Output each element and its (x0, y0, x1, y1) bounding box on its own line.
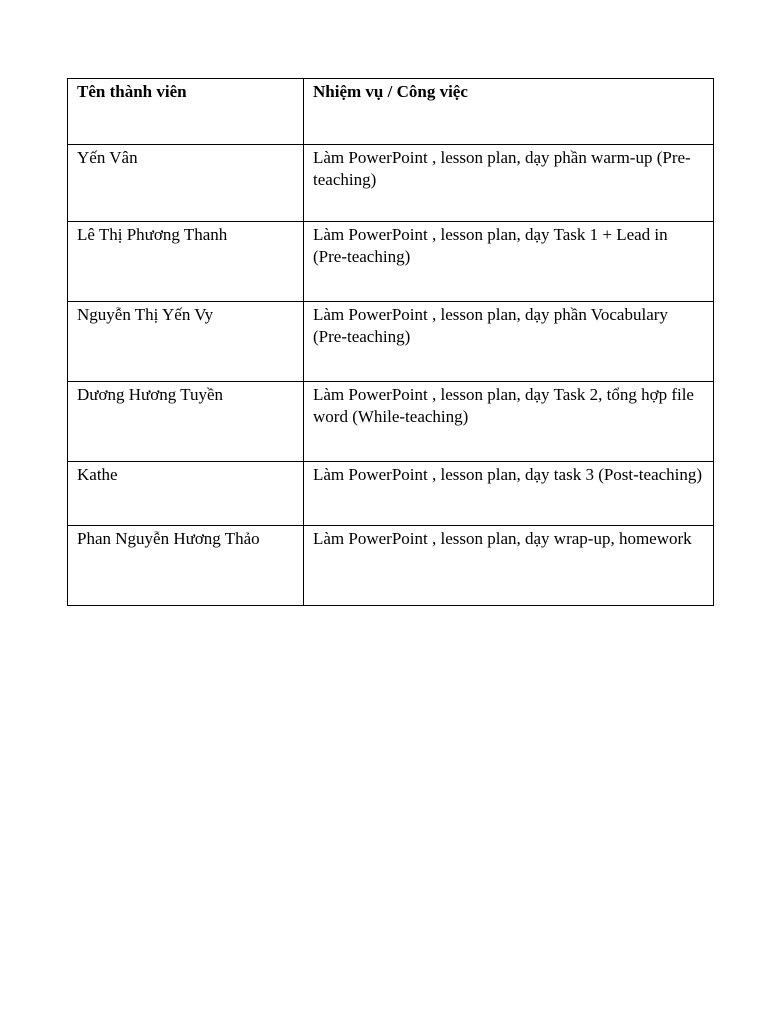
table-row (68, 145, 714, 222)
table-row (68, 302, 714, 382)
member-cell: Kathe (68, 462, 304, 526)
member-cell: Yến Vân (68, 145, 304, 222)
member-cell: Nguyễn Thị Yến Vy (68, 302, 304, 382)
task-cell: Làm PowerPoint , lesson plan, dạy phần Vocabulary (Pre-teaching) (304, 302, 714, 382)
task-cell: Làm PowerPoint , lesson plan, dạy task 3 (Post-teaching) (304, 462, 714, 526)
table-row (68, 462, 714, 526)
task-cell: Làm PowerPoint , lesson plan, dạy Task 1 + Lead in (Pre-teaching) (304, 222, 714, 302)
task-assignment-table (67, 78, 714, 606)
member-cell: Dương Hương Tuyền (68, 382, 304, 462)
table-row (68, 382, 714, 462)
table-header-row (68, 79, 714, 145)
table-row (68, 526, 714, 606)
table-row (68, 222, 714, 302)
header-member: Tên thành viên (68, 79, 304, 145)
member-cell: Lê Thị Phương Thanh (68, 222, 304, 302)
task-cell: Làm PowerPoint , lesson plan, dạy Task 2, tổng hợp file word (While-teaching) (304, 382, 714, 462)
header-task: Nhiệm vụ / Công việc (304, 79, 714, 145)
task-cell: Làm PowerPoint , lesson plan, dạy wrap-up, homework (304, 526, 714, 606)
member-cell: Phan Nguyễn Hương Thảo (68, 526, 304, 606)
task-cell: Làm PowerPoint , lesson plan, dạy phần warm-up (Pre-teaching) (304, 145, 714, 222)
